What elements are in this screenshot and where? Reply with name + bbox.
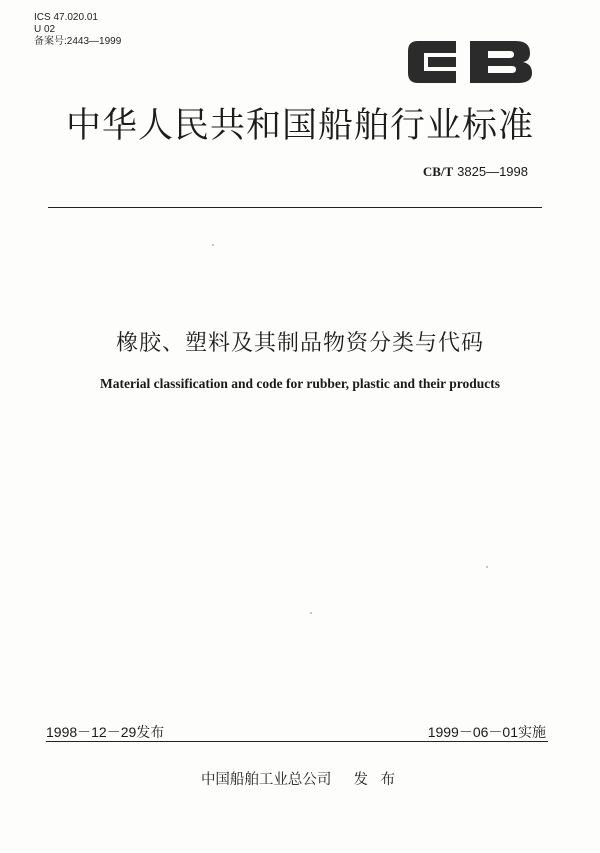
scan-speck: [486, 566, 488, 568]
scan-speck: [310, 612, 312, 614]
title-chinese: 橡胶、塑料及其制品物资分类与代码: [115, 331, 484, 356]
classification-code: U 02: [34, 24, 56, 35]
meta-block: [34, 12, 121, 48]
publisher-line: [0, 768, 600, 789]
footer-divider: [46, 741, 548, 742]
standard-number: [423, 164, 528, 180]
standard-code: 3825—1998: [457, 164, 528, 179]
publisher-label: 发 布: [353, 772, 400, 788]
issue-date: 1998－12－29发布: [46, 724, 165, 740]
publisher-name: 中国船舶工业总公司: [200, 772, 332, 788]
logo-text: CB: [404, 37, 406, 38]
title-english: Material classification and code for rubber, plastic and their products: [99, 376, 500, 391]
ics-code: ICS 47.020.01: [34, 12, 98, 23]
header-divider: [48, 207, 542, 208]
record-number: 备案号:2443—1999: [34, 36, 122, 47]
organization-title: 中华人民共和国船舶行业标准: [65, 106, 534, 146]
effective-date: 1999－06－01实施: [427, 724, 546, 740]
scan-speck: [212, 244, 214, 246]
standard-prefix: CB/T: [422, 164, 454, 179]
cb-logo: [404, 37, 538, 87]
